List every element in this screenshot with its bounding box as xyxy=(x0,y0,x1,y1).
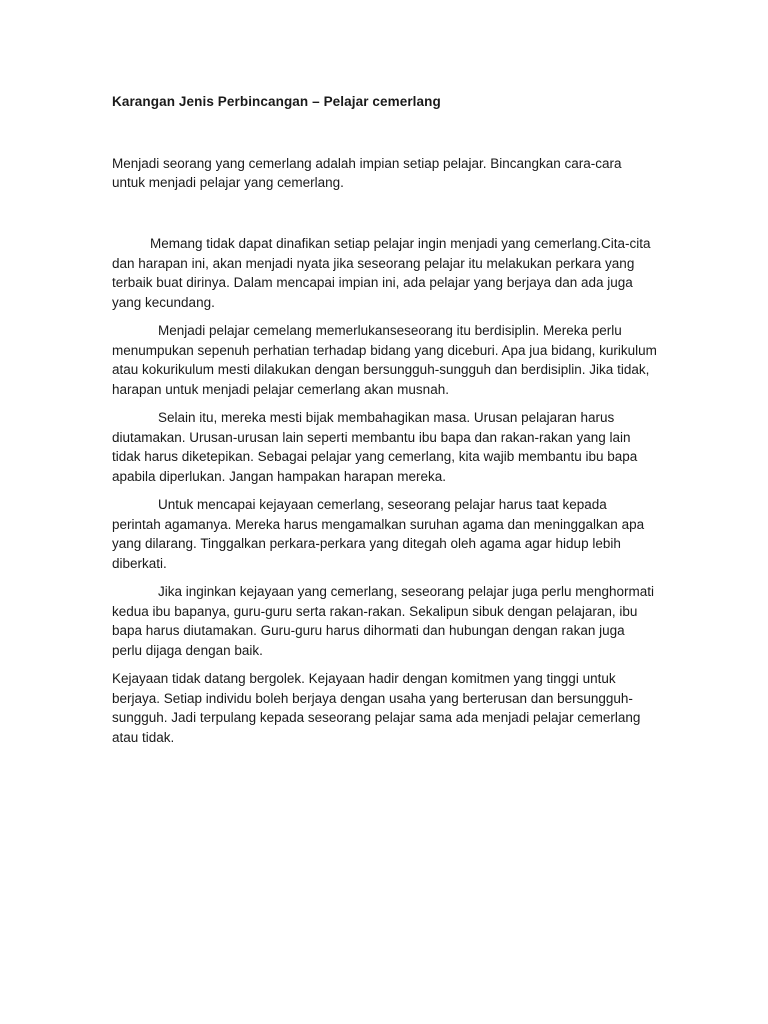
paragraph-discipline: Menjadi pelajar cemelang memerlukanseseorang itu berdisiplin. Mereka perlu menumpukan sepenuh perhatian terhadap bidang yang diceburi. Apa jua bidang, kurikulum atau kokurikulum mesti dilakukan dengan bersungguh-sungguh dan berdisiplin. Jika tidak, harapan untuk menjadi pelajar cemerlang akan musnah. xyxy=(112,323,657,397)
document-title: Karangan Jenis Perbincangan – Pelajar cemerlang xyxy=(112,94,441,109)
paragraph-conclusion: Kejayaan tidak datang bergolek. Kejayaan hadir dengan komitmen yang tinggi untuk berjaya. Setiap individu boleh berjaya dengan usaha yang berterusan dan bersungguh-sungguh. Jadi terpulang kepada seseorang pelajar sama ada menjadi pelajar cemerlang atau tidak. xyxy=(112,671,641,745)
document-page xyxy=(112,92,657,747)
paragraph-time-management: Selain itu, mereka mesti bijak membahagikan masa. Urusan pelajaran harus diutamakan. Urusan-urusan lain seperti membantu ibu bapa dan rakan-rakan yang lain tidak harus diketepikan. Sebagai pelajar yang cemerlang, kita wajib membantu ibu bapa apabila diperlukan. Jangan hampakan harapan mereka. xyxy=(112,410,638,484)
essay-question: Menjadi seorang yang cemerlang adalah impian setiap pelajar. Bincangkan cara-cara untuk menjadi pelajar yang cemerlang. xyxy=(112,156,622,190)
paragraph-respect: Jika inginkan kejayaan yang cemerlang, seseorang pelajar juga perlu menghormati kedua ibu bapanya, guru-guru serta rakan-rakan. Sekalipun sibuk dengan pelajaran, ibu bapa harus diutamakan. Guru-guru harus dihormati dan hubungan dengan rakan juga perlu dijaga dengan baik. xyxy=(112,584,655,658)
paragraph-religion: Untuk mencapai kejayaan cemerlang, seseorang pelajar harus taat kepada perintah agamanya. Mereka harus mengamalkan suruhan agama dan meninggalkan apa yang dilarang. Tinggalkan perkara-perkara yang ditegah oleh agama agar hidup lebih diberkati. xyxy=(112,497,645,571)
paragraph-introduction: Memang tidak dapat dinafikan setiap pelajar ingin menjadi yang cemerlang.Cita-cita dan harapan ini, akan menjadi nyata jika seseorang pelajar itu melakukan perkara yang terbaik buat dirinya. Dalam mencapai impian ini, ada pelajar yang berjaya dan ada juga yang kecundang. xyxy=(112,236,651,310)
